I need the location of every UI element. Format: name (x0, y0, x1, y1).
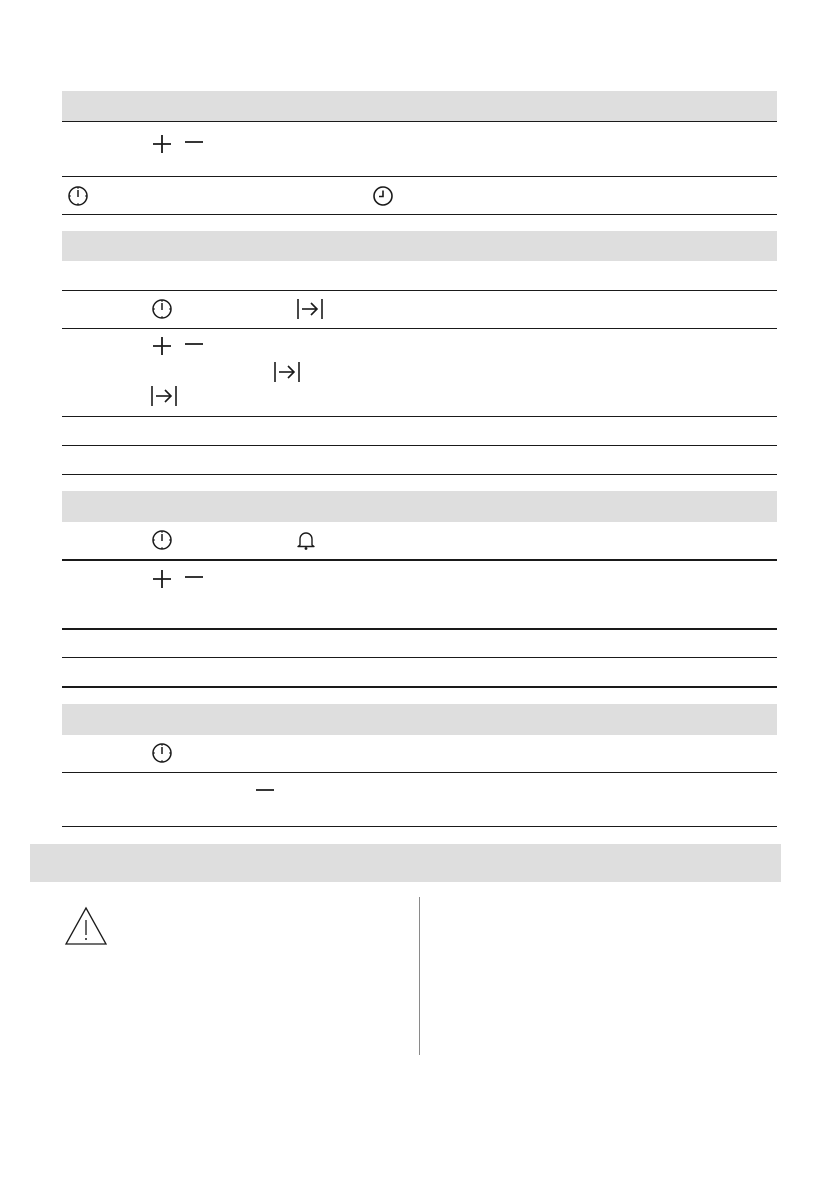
row-divider (62, 214, 777, 215)
right-column (436, 900, 776, 1050)
minus-icon (183, 566, 205, 588)
timer-icon (151, 529, 173, 551)
row-divider (62, 416, 777, 417)
skip-forward-icon (150, 385, 178, 407)
row-divider (62, 474, 777, 475)
row-divider (62, 826, 777, 827)
bell-icon (295, 529, 317, 551)
warning-triangle-icon (64, 906, 108, 946)
minus-icon (183, 131, 205, 153)
skip-forward-icon (296, 298, 324, 320)
row-divider (62, 121, 777, 122)
section-3-heading-band (62, 491, 777, 522)
row-divider (62, 628, 777, 630)
minus-icon (183, 333, 205, 355)
row-divider (62, 176, 777, 177)
row-divider (62, 445, 777, 446)
plus-icon (151, 133, 173, 155)
row-divider (62, 686, 777, 688)
column-divider (419, 897, 420, 1055)
minus-icon (254, 779, 276, 801)
row-divider (62, 772, 777, 773)
row-divider (62, 559, 777, 561)
plus-icon (151, 335, 173, 357)
row-divider (62, 290, 777, 291)
chapter-heading-band (30, 844, 781, 882)
clock-icon (372, 185, 394, 207)
timer-icon (151, 742, 173, 764)
timer-icon (151, 298, 173, 320)
section-2-heading-band (62, 231, 777, 261)
row-divider (62, 328, 777, 329)
skip-forward-icon (273, 361, 301, 383)
section-4-heading-band (62, 704, 777, 735)
plus-icon (151, 568, 173, 590)
section-1-heading-band (62, 91, 777, 121)
row-divider (62, 657, 777, 658)
timer-icon (67, 185, 89, 207)
